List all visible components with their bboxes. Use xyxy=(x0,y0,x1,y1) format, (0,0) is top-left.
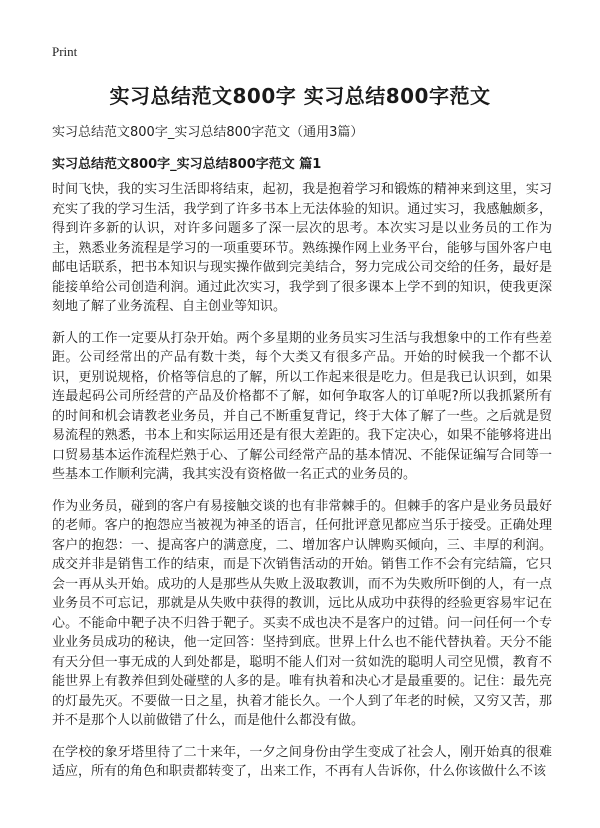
article-body xyxy=(52,180,552,794)
print-link[interactable]: Print xyxy=(52,44,78,59)
document-subtitle: 实习总结范文800字_实习总结800字范文（通用3篇） xyxy=(52,125,364,140)
paragraph-2: 新人的工作一定要从打杂开始。两个多星期的业务员实习生活与我想象中的工作有些差距。公司经常出的产品有数十类，每个大类又有很多产品。开始的时候我一个都不认识，更别说规格，价格等信息的了解，所以工作起来很是吃力。但是我已认识到，如果连最起码公司所经营的产品及价格都不了解，如何争取客人的订单呢?所以我抓紧所有的时间和机会请教老业务员，并自己不断重复背记，终于大体了解了一些。之后就是贸易流程的熟悉，书本上和实际运用还是有很大差距的。我下定决心，如果不能够将进出口贸易基本运作流程烂熟于心、了解公司经常产品的基本情况、不能保证编写合同等一些基本工作顺利完满，我其实没有资格做一名正式的业务员的。 xyxy=(52,330,552,482)
paragraph-3: 作为业务员，碰到的客户有易接触交谈的也有非常棘手的。但棘手的客户是业务员最好的老师。客户的抱怨应当被视为神圣的语言，任何批评意见都应当乐于接受。正确处理客户的抱怨：一、提高客户的满意度，二、增加客户认牌购买倾向，三、丰厚的利润。成交并非是销售工作的结束，而是下次销售活动的开始。销售工作不会有完结篇，它只会一再从头开始。成功的人是那些从失败上汲取教训，而不为失败所吓倒的人，有一点业务员不可忘记，那就是从失败中获得的教训，远比从成功中获得的经验更容易牢记在心。不能命中靶子决不归咎于靶子。买卖不成也决不是客户的过错。问一问任何一个专业业务员成功的秘诀，他一定回答：坚持到底。世界上什么也不能代替执着。天分不能有天分但一事无成的人到处都是，聪明不能人们对一贫如洗的聪明人司空见惯，教育不能世界上有教养但到处碰壁的人多的是。唯有执着和决心才是最重要的。记住：最先亮的灯最先灭。不要做一日之星，执着才能长久。一个人到了年老的时候，又穷又苦，那并不是那个人以前做错了什么，而是他什么都没有做。 xyxy=(52,498,552,728)
paragraph-4: 在学校的象牙塔里待了二十来年，一夕之间身份由学生变成了社会人，刚开始真的很难适应，所有的角色和职责都转变了，出来工作，不再有人告诉你，什么你该做什么不该 xyxy=(52,744,552,779)
paragraph-1: 时间飞快，我的实习生活即将结束，起初，我是抱着学习和锻炼的精神来到这里，实习充实了我的学习生活，我学到了许多书本上无法体验的知识。通过实习，我感触颇多，得到许多新的认识，对许多问题多了深一层次的思考。本次实习是以业务员的工作为主，熟悉业务流程是学习的一项重要环节。熟练操作网上业务平台，能够与国外客户电邮电话联系，把书本知识与现实操作做到完美结合，努力完成公司交给的任务，最好是能接单给公司创造利润。通过此次实习，我学到了很多课本上学不到的知识，使我更深刻地了解了业务流程、自主创业等知识。 xyxy=(52,182,552,314)
page-title: 实习总结范文800字 实习总结800字范文 xyxy=(109,84,491,108)
section-heading: 实习总结范文800字_实习总结800字范文 篇1 xyxy=(52,157,322,172)
